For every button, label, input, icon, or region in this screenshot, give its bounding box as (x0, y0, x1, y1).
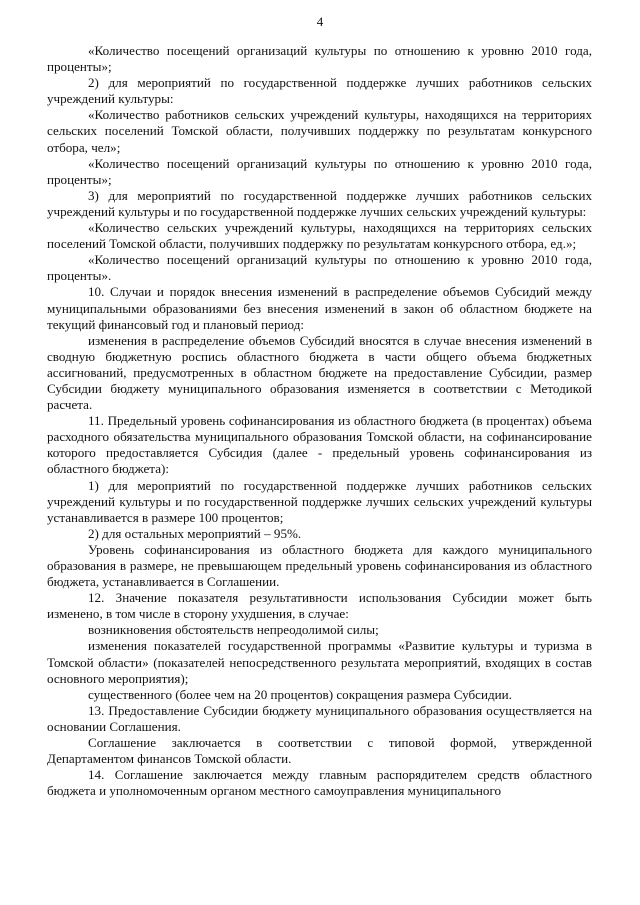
paragraph: 11. Предельный уровень софинансирования из областного бюджета (в процентах) объема расходного обязательства муниципального образования Томской области, на софинансирование которого предоставляется Субсидия (далее - предельный уровень софинансирования из областного бюджета): (47, 413, 592, 477)
page-number: 4 (316, 14, 324, 29)
paragraph: изменения в распределение объемов Субсидий вносятся в случае внесения изменений в сводную бюджетную роспись областного бюджета в части общего объема бюджетных ассигнований, предусмотренных в областном бюджете на предоставление Субсидии, размер Субсидии бюджету муниципального образования изменяется в соответствии с Методикой расчета. (47, 332, 592, 413)
paragraph: 12. Значение показателя результативности использования Субсидии может быть изменено, в том числе в сторону ухудшения, в случае: (47, 590, 592, 622)
paragraph: Уровень софинансирования из областного бюджета для каждого муниципального образования в размере, не превышающем предельный уровень софинансирования из областного бюджета, устанавливается в Соглашении. (47, 541, 592, 590)
paragraph: 13. Предоставление Субсидии бюджету муниципального образования осуществляется на основании Соглашения. (47, 702, 592, 734)
paragraph: 2) для остальных мероприятий – 95%. (88, 525, 302, 541)
paragraph: «Количество посещений организаций культуры по отношению к уровню 2010 года, проценты». (47, 252, 592, 284)
paragraph: «Количество работников сельских учреждений культуры, находящихся на территориях сельских поселений Томской области, получивших поддержку по результатам конкурсного отбора, чел»; (47, 107, 592, 155)
paragraph: 14. Соглашение заключается между главным распорядителем средств областного бюджета и уполномоченным органом местного самоуправления муниципального (47, 767, 592, 799)
document-body (47, 43, 592, 799)
paragraph: Соглашение заключается в соответствии с типовой формой, утвержденной Департаментом финансов Томской области. (47, 735, 592, 767)
paragraph: 3) для мероприятий по государственной поддержке лучших работников сельских учреждений культуры и по государственной поддержке лучших сельских учреждений культуры: (47, 187, 592, 219)
paragraph: 2) для мероприятий по государственной поддержке лучших работников сельских учреждений культуры: (47, 75, 592, 107)
paragraph: «Количество посещений организаций культуры по отношению к уровню 2010 года, проценты»; (47, 43, 592, 75)
paragraph: 1) для мероприятий по государственной поддержке лучших работников сельских учреждений культуры и по государственной поддержке лучших сельских учреждений культуры устанавливается в размере 100 процентов; (47, 477, 592, 525)
paragraph: 10. Случаи и порядок внесения изменений в распределение объемов Субсидий между муниципальными образованиями без внесения изменений в закон об областном бюджете на текущий финансовый год и плановый период: (47, 284, 592, 332)
paragraph: существенного (более чем на 20 процентов) сокращения размера Субсидии. (88, 686, 512, 702)
paragraph: «Количество посещений организаций культуры по отношению к уровню 2010 года, проценты»; (47, 155, 592, 187)
paragraph: «Количество сельских учреждений культуры, находящихся на территориях сельских поселений Томской области, получивших поддержку по результатам конкурсного отбора, ед.»; (47, 220, 592, 252)
paragraph: возникновения обстоятельств непреодолимой силы; (88, 622, 379, 638)
paragraph: изменения показателей государственной программы «Развитие культуры и туризма в Томской области» (показателей непосредственного результата мероприятий, входящих в состав основного мероприятия); (47, 638, 592, 686)
